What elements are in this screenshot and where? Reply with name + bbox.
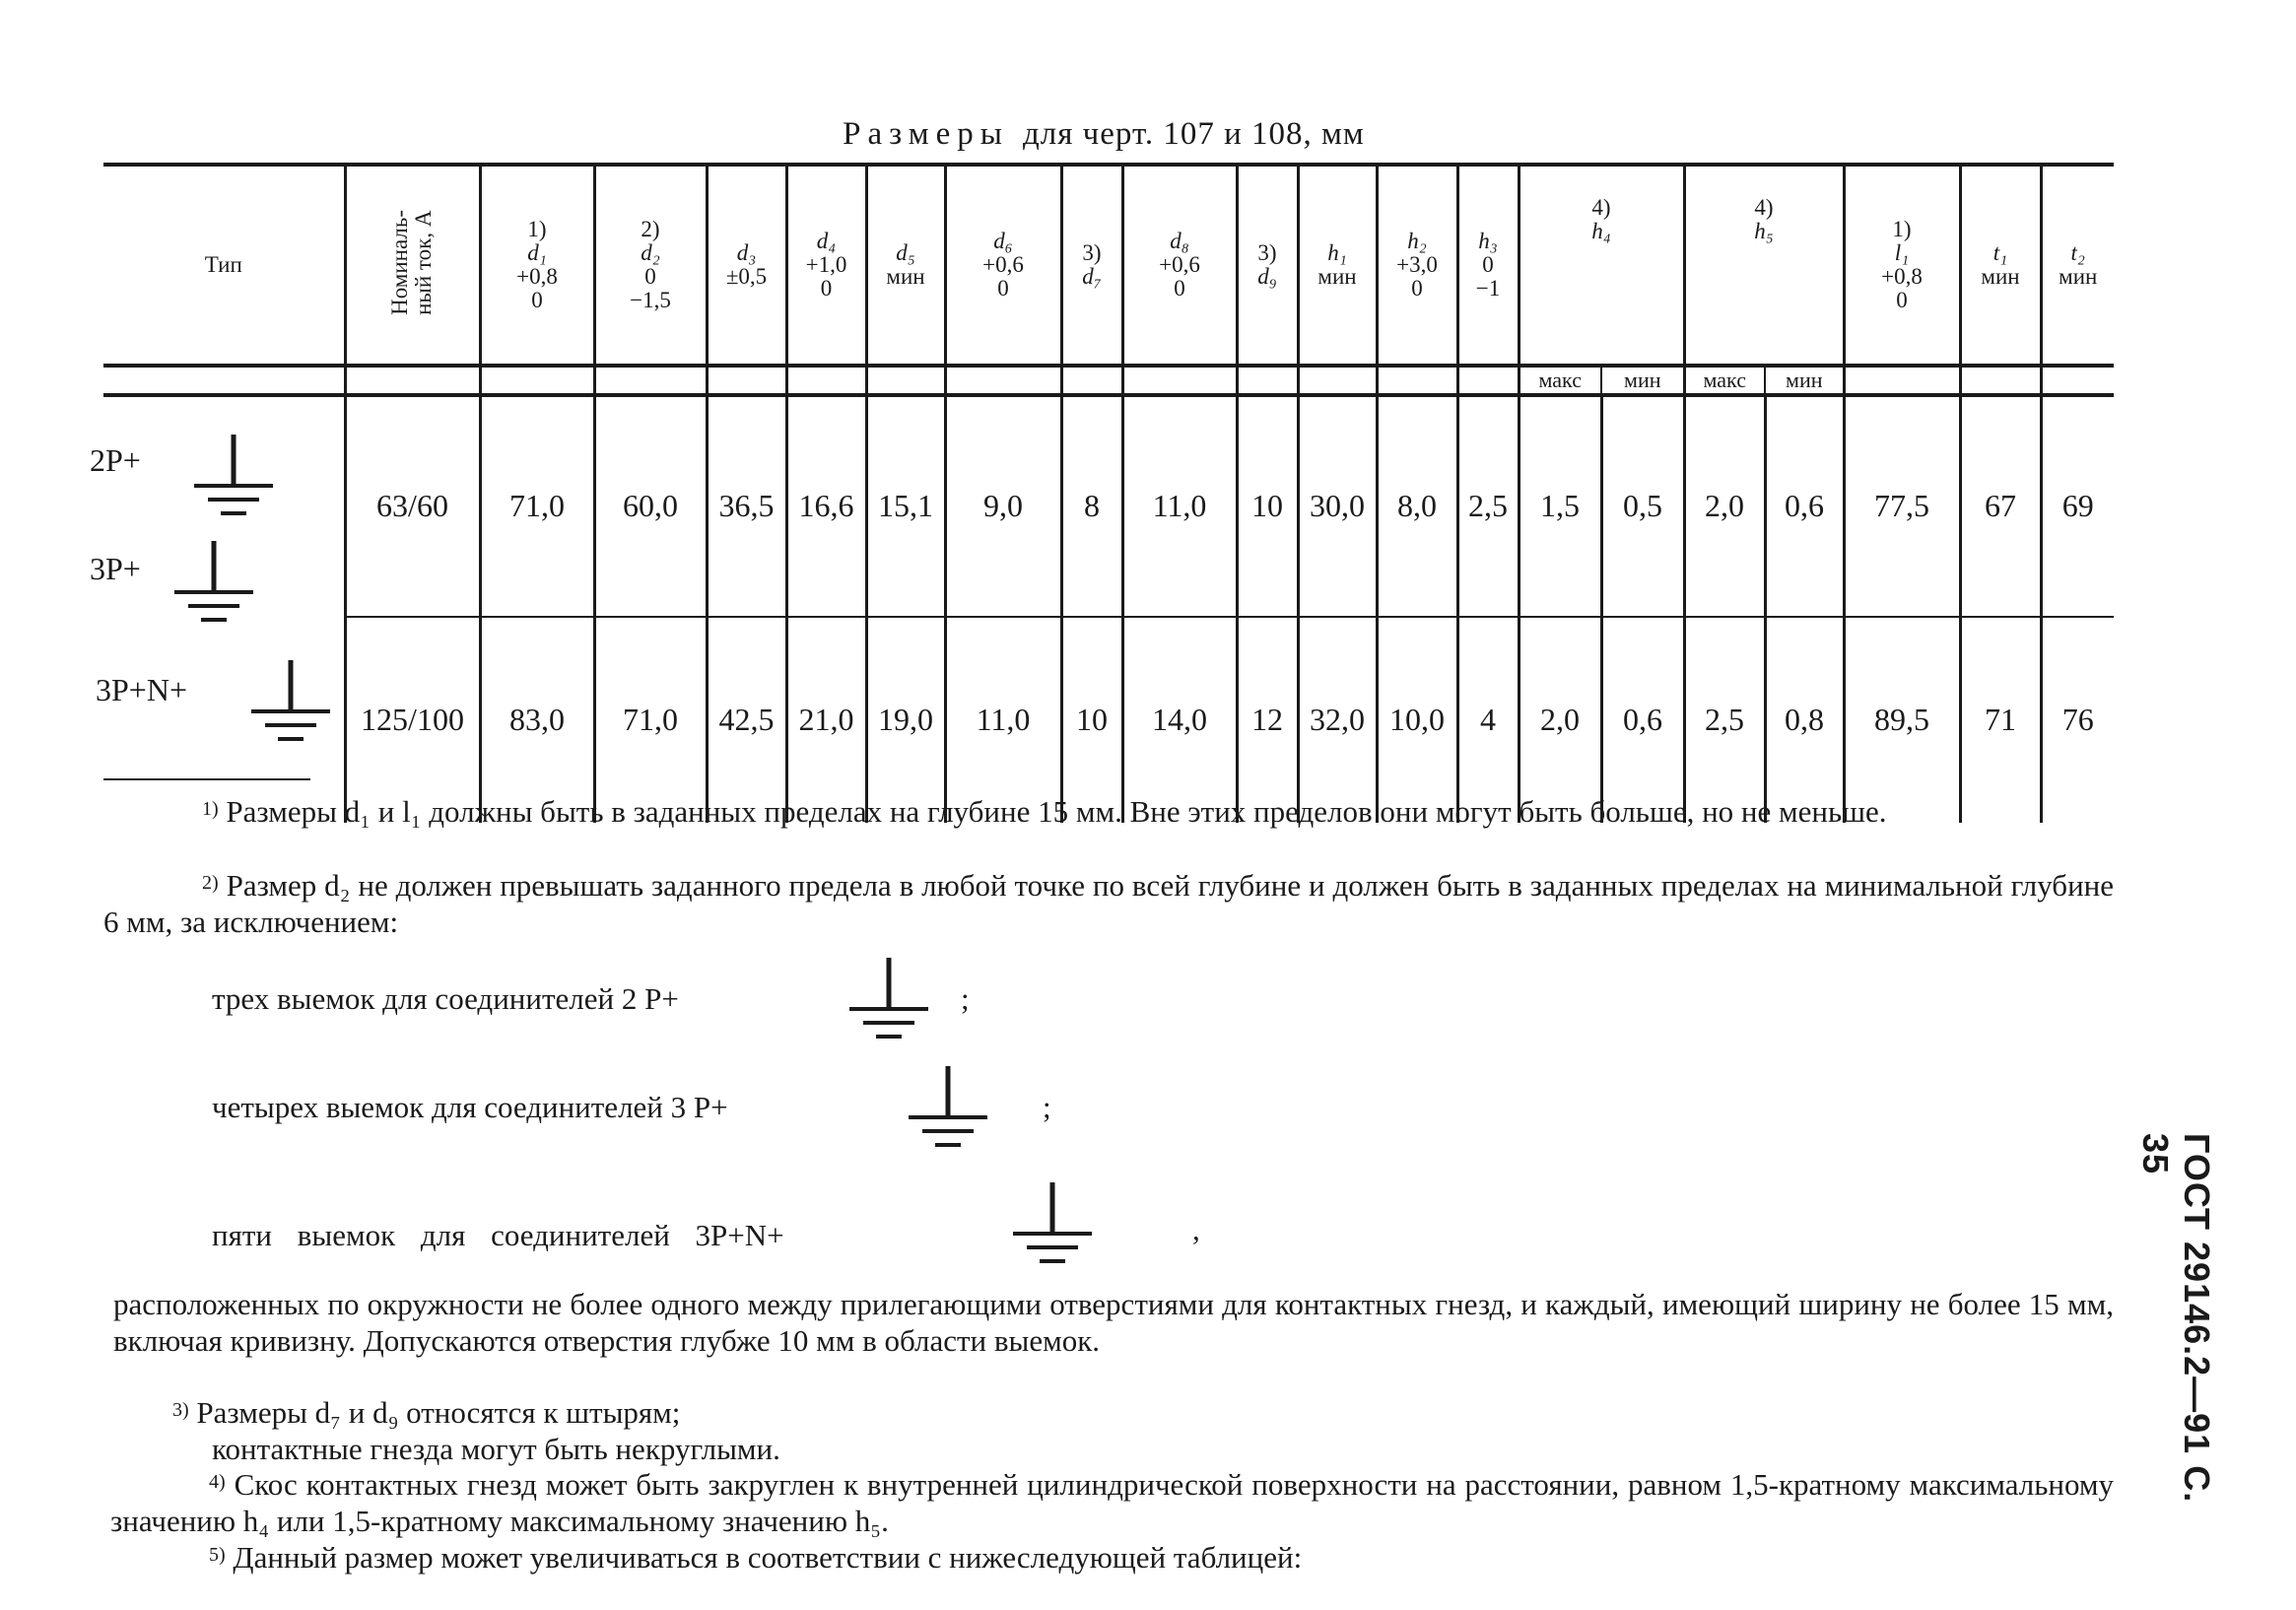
subheader-empty <box>1298 366 1377 395</box>
ground-icon <box>909 1066 991 1155</box>
dim-name: d₉ <box>1257 264 1277 289</box>
cell-h5-min: 0,6 <box>1765 395 1844 617</box>
subheader-h5-min: мин <box>1765 366 1844 395</box>
cell-h5-max: 2,5 <box>1684 617 1765 823</box>
subheader-empty <box>1457 366 1519 395</box>
exception-text: пяти выемок для соединителей 3P+N+ <box>212 1218 784 1252</box>
header-d1 <box>480 165 594 366</box>
cell-d3: 36,5 <box>707 395 786 617</box>
dim-tolerance: +0,6 0 <box>1159 251 1200 302</box>
header-d8 <box>1122 165 1237 366</box>
cell-d5: 15,1 <box>866 395 945 617</box>
cell-h1: 30,0 <box>1298 395 1377 617</box>
header-d4 <box>786 165 866 366</box>
exception-2p <box>212 981 679 1017</box>
table-subheader-row <box>103 366 2114 395</box>
ground-icon <box>1013 1182 1096 1271</box>
header-h1 <box>1298 165 1377 366</box>
subheader-empty <box>103 366 345 395</box>
exception-text: четырех выемок для соединителей 3 P+ <box>212 1090 728 1124</box>
header-nominal-current <box>345 165 480 366</box>
subheader-empty <box>345 366 480 395</box>
subheader-empty <box>1377 366 1457 395</box>
ground-icon <box>251 660 334 749</box>
cell-t2: 69 <box>2041 395 2114 617</box>
table-header-row <box>103 165 2114 366</box>
cell-nominal: 125/100 <box>345 617 480 823</box>
cell-d9: 10 <box>1237 395 1298 617</box>
dim-tolerance: ±0,5 <box>725 264 768 289</box>
cell-d5: 19,0 <box>866 617 945 823</box>
subheader-empty <box>1960 366 2041 395</box>
dim-name: d₃ <box>736 239 757 265</box>
subheader-empty <box>786 366 866 395</box>
subheader-empty <box>945 366 1061 395</box>
subheader-empty <box>1237 366 1298 395</box>
footnote-mark: 2) <box>202 872 219 894</box>
header-type-label: Тип <box>204 251 242 277</box>
header-d9 <box>1237 165 1298 366</box>
subheader-empty <box>866 366 945 395</box>
type-2p-label: 2P+ <box>90 442 141 478</box>
dim-name: d₂ <box>641 239 660 265</box>
header-d3 <box>707 165 786 366</box>
cell-h4-min: 0,6 <box>1601 617 1684 823</box>
header-t2 <box>2041 165 2114 366</box>
cell-d9: 12 <box>1237 617 1298 823</box>
cell-h2: 8,0 <box>1377 395 1457 617</box>
cell-h2: 10,0 <box>1377 617 1457 823</box>
subheader-empty <box>707 366 786 395</box>
caption-rest: для черт. 107 и 108, мм <box>1022 116 1365 152</box>
dim-tolerance: мин <box>1981 264 2020 289</box>
footnote-2 <box>103 867 2114 940</box>
dim-tolerance: +3,0 0 <box>1396 251 1438 302</box>
ground-icon <box>194 435 277 523</box>
dim-name: t₂ <box>2070 239 2085 265</box>
cell-h5-min: 0,8 <box>1765 617 1844 823</box>
cell-l1: 89,5 <box>1844 617 1960 823</box>
dim-name: h₂ <box>1407 228 1427 253</box>
dim-name: d₈ <box>1170 228 1189 253</box>
footnote-mark: 5) <box>209 1544 226 1566</box>
document-side-title: ГОСТ 29146.2—91 С. 35 <box>2135 1133 2217 1504</box>
footnote-1 <box>103 793 2114 830</box>
header-d5 <box>866 165 945 366</box>
subheader-empty <box>1844 366 1960 395</box>
cell-h4-min: 0,5 <box>1601 395 1684 617</box>
footnote-text: Размеры d₁ и l₁ должны быть в заданных пределах на глубине 15 мм. Вне этих пределов они могут быть больше, но не меньше. <box>226 794 1887 829</box>
subheader-empty <box>480 366 594 395</box>
footnote-text: Размер d₂ не должен превышать заданного предела в любой точке по всей глубине и должен быть в заданных пределах на минимальной глубине 6 мм, за исключением: <box>103 868 2115 939</box>
footnote-text: расположенных по окружности не более одного между прилегающими отверстиями для контактных гнезд, и каждый, имеющий ширину не более 15 мм, включая кривизну. Допускаются отверстия глубже 10 мм в области выемок. <box>113 1287 2114 1358</box>
dim-name: d₁ <box>527 239 547 265</box>
dim-name: l₁ <box>1894 239 1910 265</box>
caption-spaced: Размеры <box>843 116 1009 152</box>
ground-icon <box>849 958 932 1046</box>
table-caption <box>0 116 2207 153</box>
type-cell-2p-3p <box>90 395 345 617</box>
dim-name: d₆ <box>993 228 1013 253</box>
subheader-h4-max: макс <box>1519 366 1601 395</box>
cell-h3: 4 <box>1457 617 1519 823</box>
cell-h4-max: 1,5 <box>1519 395 1601 617</box>
exception-3p <box>212 1090 728 1125</box>
dim-name: d₄ <box>816 228 837 253</box>
footnote-text: Данный размер может увеличиваться в соответствии с нижеследующей таблицей: <box>233 1540 1303 1575</box>
header-type <box>103 165 345 366</box>
dim-name: h₄ <box>1591 219 1611 244</box>
footnote-mark: 1) <box>202 798 219 820</box>
note-mark: 2) <box>641 216 660 241</box>
footnote-text: контактные гнезда могут быть некруглыми. <box>212 1432 780 1466</box>
dim-tolerance: +0,8 0 <box>516 264 558 313</box>
cell-d2: 71,0 <box>594 617 707 823</box>
header-l1 <box>1844 165 1960 366</box>
cell-d8: 11,0 <box>1122 395 1237 617</box>
cell-t2: 76 <box>2041 617 2114 823</box>
footnote-3-line2 <box>212 1431 2114 1467</box>
note-mark: 3) <box>1082 239 1102 265</box>
exception-3pn <box>212 1218 784 1253</box>
type-cell-3pn <box>96 617 345 823</box>
dim-name: d₅ <box>896 239 915 265</box>
dim-tolerance: +0,8 0 <box>1881 264 1923 313</box>
header-h4 <box>1519 165 1684 366</box>
footnote-3 <box>172 1394 2114 1431</box>
dim-tolerance: мин <box>2059 264 2098 289</box>
dim-tolerance: +1,0 0 <box>805 251 847 302</box>
header-h2 <box>1377 165 1457 366</box>
exception-text: трех выемок для соединителей 2 P+ <box>212 981 679 1016</box>
header-h3 <box>1457 165 1519 366</box>
table-row <box>103 395 2114 617</box>
header-h5 <box>1684 165 1844 366</box>
dim-tolerance: мин <box>1317 264 1357 289</box>
subheader-empty <box>1122 366 1237 395</box>
note-mark: 1) <box>527 216 547 241</box>
cell-d2: 60,0 <box>594 395 707 617</box>
dim-name: d₇ <box>1082 264 1102 289</box>
cell-d1: 83,0 <box>480 617 594 823</box>
dim-name: h₃ <box>1478 228 1498 253</box>
cell-nominal: 63/60 <box>345 395 480 617</box>
cell-h4-max: 2,0 <box>1519 617 1601 823</box>
footnote-divider <box>103 778 310 780</box>
cell-d7: 8 <box>1061 395 1122 617</box>
subheader-empty <box>594 366 707 395</box>
dim-tolerance: мин <box>886 264 925 289</box>
exception-end: ; <box>1043 1090 1051 1124</box>
footnote-mark: 4) <box>209 1471 226 1493</box>
footnote-5 <box>209 1539 2114 1576</box>
cell-l1: 77,5 <box>1844 395 1960 617</box>
dimensions-table <box>90 163 2114 823</box>
header-d7 <box>1061 165 1122 366</box>
dim-tolerance: +0,6 0 <box>982 251 1024 302</box>
header-d6 <box>945 165 1061 366</box>
cell-d3: 42,5 <box>707 617 786 823</box>
dim-name: h₁ <box>1327 239 1347 265</box>
cell-d6: 9,0 <box>945 395 1061 617</box>
cell-d4: 21,0 <box>786 617 866 823</box>
cell-d1: 71,0 <box>480 395 594 617</box>
note-mark: 3) <box>1257 239 1277 265</box>
exception-end: ; <box>961 981 970 1016</box>
subheader-empty <box>1061 366 1122 395</box>
header-d2 <box>594 165 707 366</box>
type-3p-label: 3P+ <box>90 551 141 586</box>
note-mark: 1) <box>1892 216 1912 241</box>
dim-tolerance: 0 −1 <box>1475 251 1501 302</box>
type-3pn-label: 3P+N+ <box>96 672 187 707</box>
footnote-2-continued <box>113 1286 2114 1359</box>
header-t1 <box>1960 165 2041 366</box>
cell-t1: 71 <box>1960 617 2041 823</box>
footnote-text: Размеры d₇ и d₉ относятся к штырям; <box>196 1395 681 1430</box>
cell-d7: 10 <box>1061 617 1122 823</box>
cell-d4: 16,6 <box>786 395 866 617</box>
dim-name: h₅ <box>1754 219 1774 244</box>
dim-tolerance: 0 −1,5 <box>630 264 671 313</box>
cell-d6: 11,0 <box>945 617 1061 823</box>
subheader-empty <box>2041 366 2114 395</box>
dim-name: t₁ <box>1992 239 2008 265</box>
cell-t1: 67 <box>1960 395 2041 617</box>
table-row <box>103 617 2114 823</box>
cell-h1: 32,0 <box>1298 617 1377 823</box>
note-mark: 4) <box>1754 195 1774 220</box>
subheader-h5-max: макс <box>1684 366 1765 395</box>
cell-h3: 2,5 <box>1457 395 1519 617</box>
note-mark: 4) <box>1591 195 1611 220</box>
cell-d8: 14,0 <box>1122 617 1237 823</box>
footnote-text: Скос контактных гнезд может быть закруглен к внутренней цилиндрической поверхности на расстоянии, равном 1,5-кратному максимальному значению h₄ или 1,5-кратному максимальному значению h₅. <box>110 1467 2115 1538</box>
exception-end: , <box>1192 1212 1200 1246</box>
header-nominal-label: Номиналь- ный ток, А <box>387 209 437 315</box>
footnote-mark: 3) <box>172 1399 189 1421</box>
footnote-4 <box>110 1466 2114 1539</box>
cell-h5-max: 2,0 <box>1684 395 1765 617</box>
subheader-h4-min: мин <box>1601 366 1684 395</box>
